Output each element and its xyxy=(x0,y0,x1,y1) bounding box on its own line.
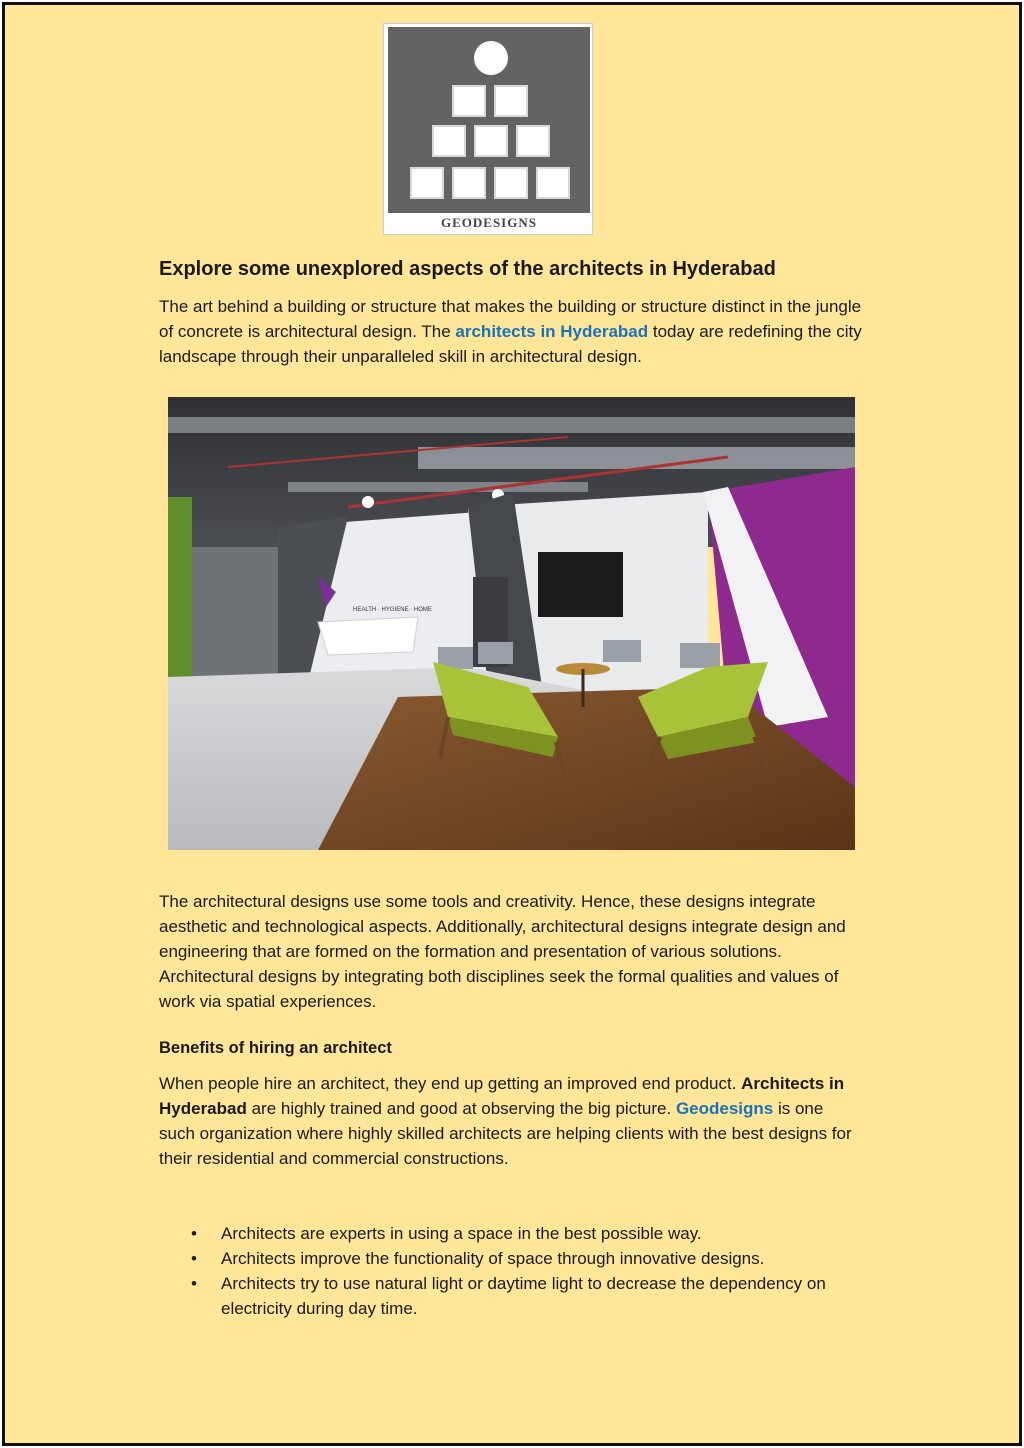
document-page xyxy=(2,2,1022,1446)
logo-circle-icon xyxy=(474,41,508,75)
architects-hyderabad-bold: Architects in Hyderabad xyxy=(159,1074,845,1118)
benefits-text-2: are highly trained and good at observing the big picture. xyxy=(246,1099,676,1118)
gray-chair xyxy=(603,640,641,662)
benefits-text-3: is one such organization where highly skilled architects are helping clients with the best designs for their residential and commercial constructions. xyxy=(159,1099,852,1168)
logo-square-icon xyxy=(432,125,466,157)
geodesigns-link[interactable]: Geodesigns xyxy=(675,1099,774,1118)
logo-mark xyxy=(388,27,590,230)
logo-square-icon xyxy=(452,167,486,199)
ceiling-light xyxy=(362,496,374,508)
reception-desk xyxy=(318,617,418,655)
logo-square-icon xyxy=(516,125,550,157)
designs-paragraph: The architectural designs use some tools and creativity. Hence, these designs integrate aesthetic and technological aspects. Additionally, architectural designs integrate design and engineering that are formed on the formation and presentation of various solutions. Architectural designs by integrating both disciplines seek the formal qualities and values of work via spatial experiences. xyxy=(159,892,846,1011)
duct xyxy=(168,417,855,433)
duct xyxy=(418,447,855,469)
gray-chair xyxy=(680,643,720,668)
list-item: • Architects improve the functionality of space through innovative designs. xyxy=(191,1246,851,1271)
intro-text-before: The art behind a building or structure that makes the building or structure distinct in the jungle of concrete is architectural design. The xyxy=(159,297,862,341)
article-title: Explore some unexplored aspects of the architects in Hyderabad xyxy=(159,258,776,280)
list-item: • Architects try to use natural light or daytime light to decrease the dependency on electricity during day time. xyxy=(191,1271,851,1321)
benefits-heading: Benefits of hiring an architect xyxy=(159,1039,392,1057)
intro-paragraph xyxy=(159,294,879,369)
logo-square-icon xyxy=(410,167,444,199)
tv-screen xyxy=(538,552,623,617)
list-item: • Architects are experts in using a space in the best possible way. xyxy=(191,1221,851,1246)
benefits-text-1: When people hire an architect, they end up getting an improved end product. xyxy=(159,1074,742,1093)
reception-sign-text: HEALTH · HYGIENE · HOME xyxy=(353,607,432,613)
logo-square-icon xyxy=(536,167,570,199)
gray-chair xyxy=(478,642,513,664)
office-interior-photo xyxy=(168,397,855,850)
logo-square-icon xyxy=(452,85,486,117)
intro-text-after: today are redefining the city landscape through their unparalleled skill in architectural design. xyxy=(159,322,862,366)
corridor xyxy=(192,547,282,687)
logo-square-icon xyxy=(494,167,528,199)
benefits-paragraph xyxy=(159,1071,859,1171)
logo-square-icon xyxy=(494,85,528,117)
geodesigns-logo xyxy=(383,23,593,235)
benefits-list xyxy=(191,1221,851,1321)
logo-square-icon xyxy=(474,125,508,157)
architects-hyderabad-link[interactable]: architects in Hyderabad xyxy=(455,322,649,341)
duct xyxy=(288,482,588,492)
logo-wordmark: GEODESIGNS xyxy=(388,213,590,233)
